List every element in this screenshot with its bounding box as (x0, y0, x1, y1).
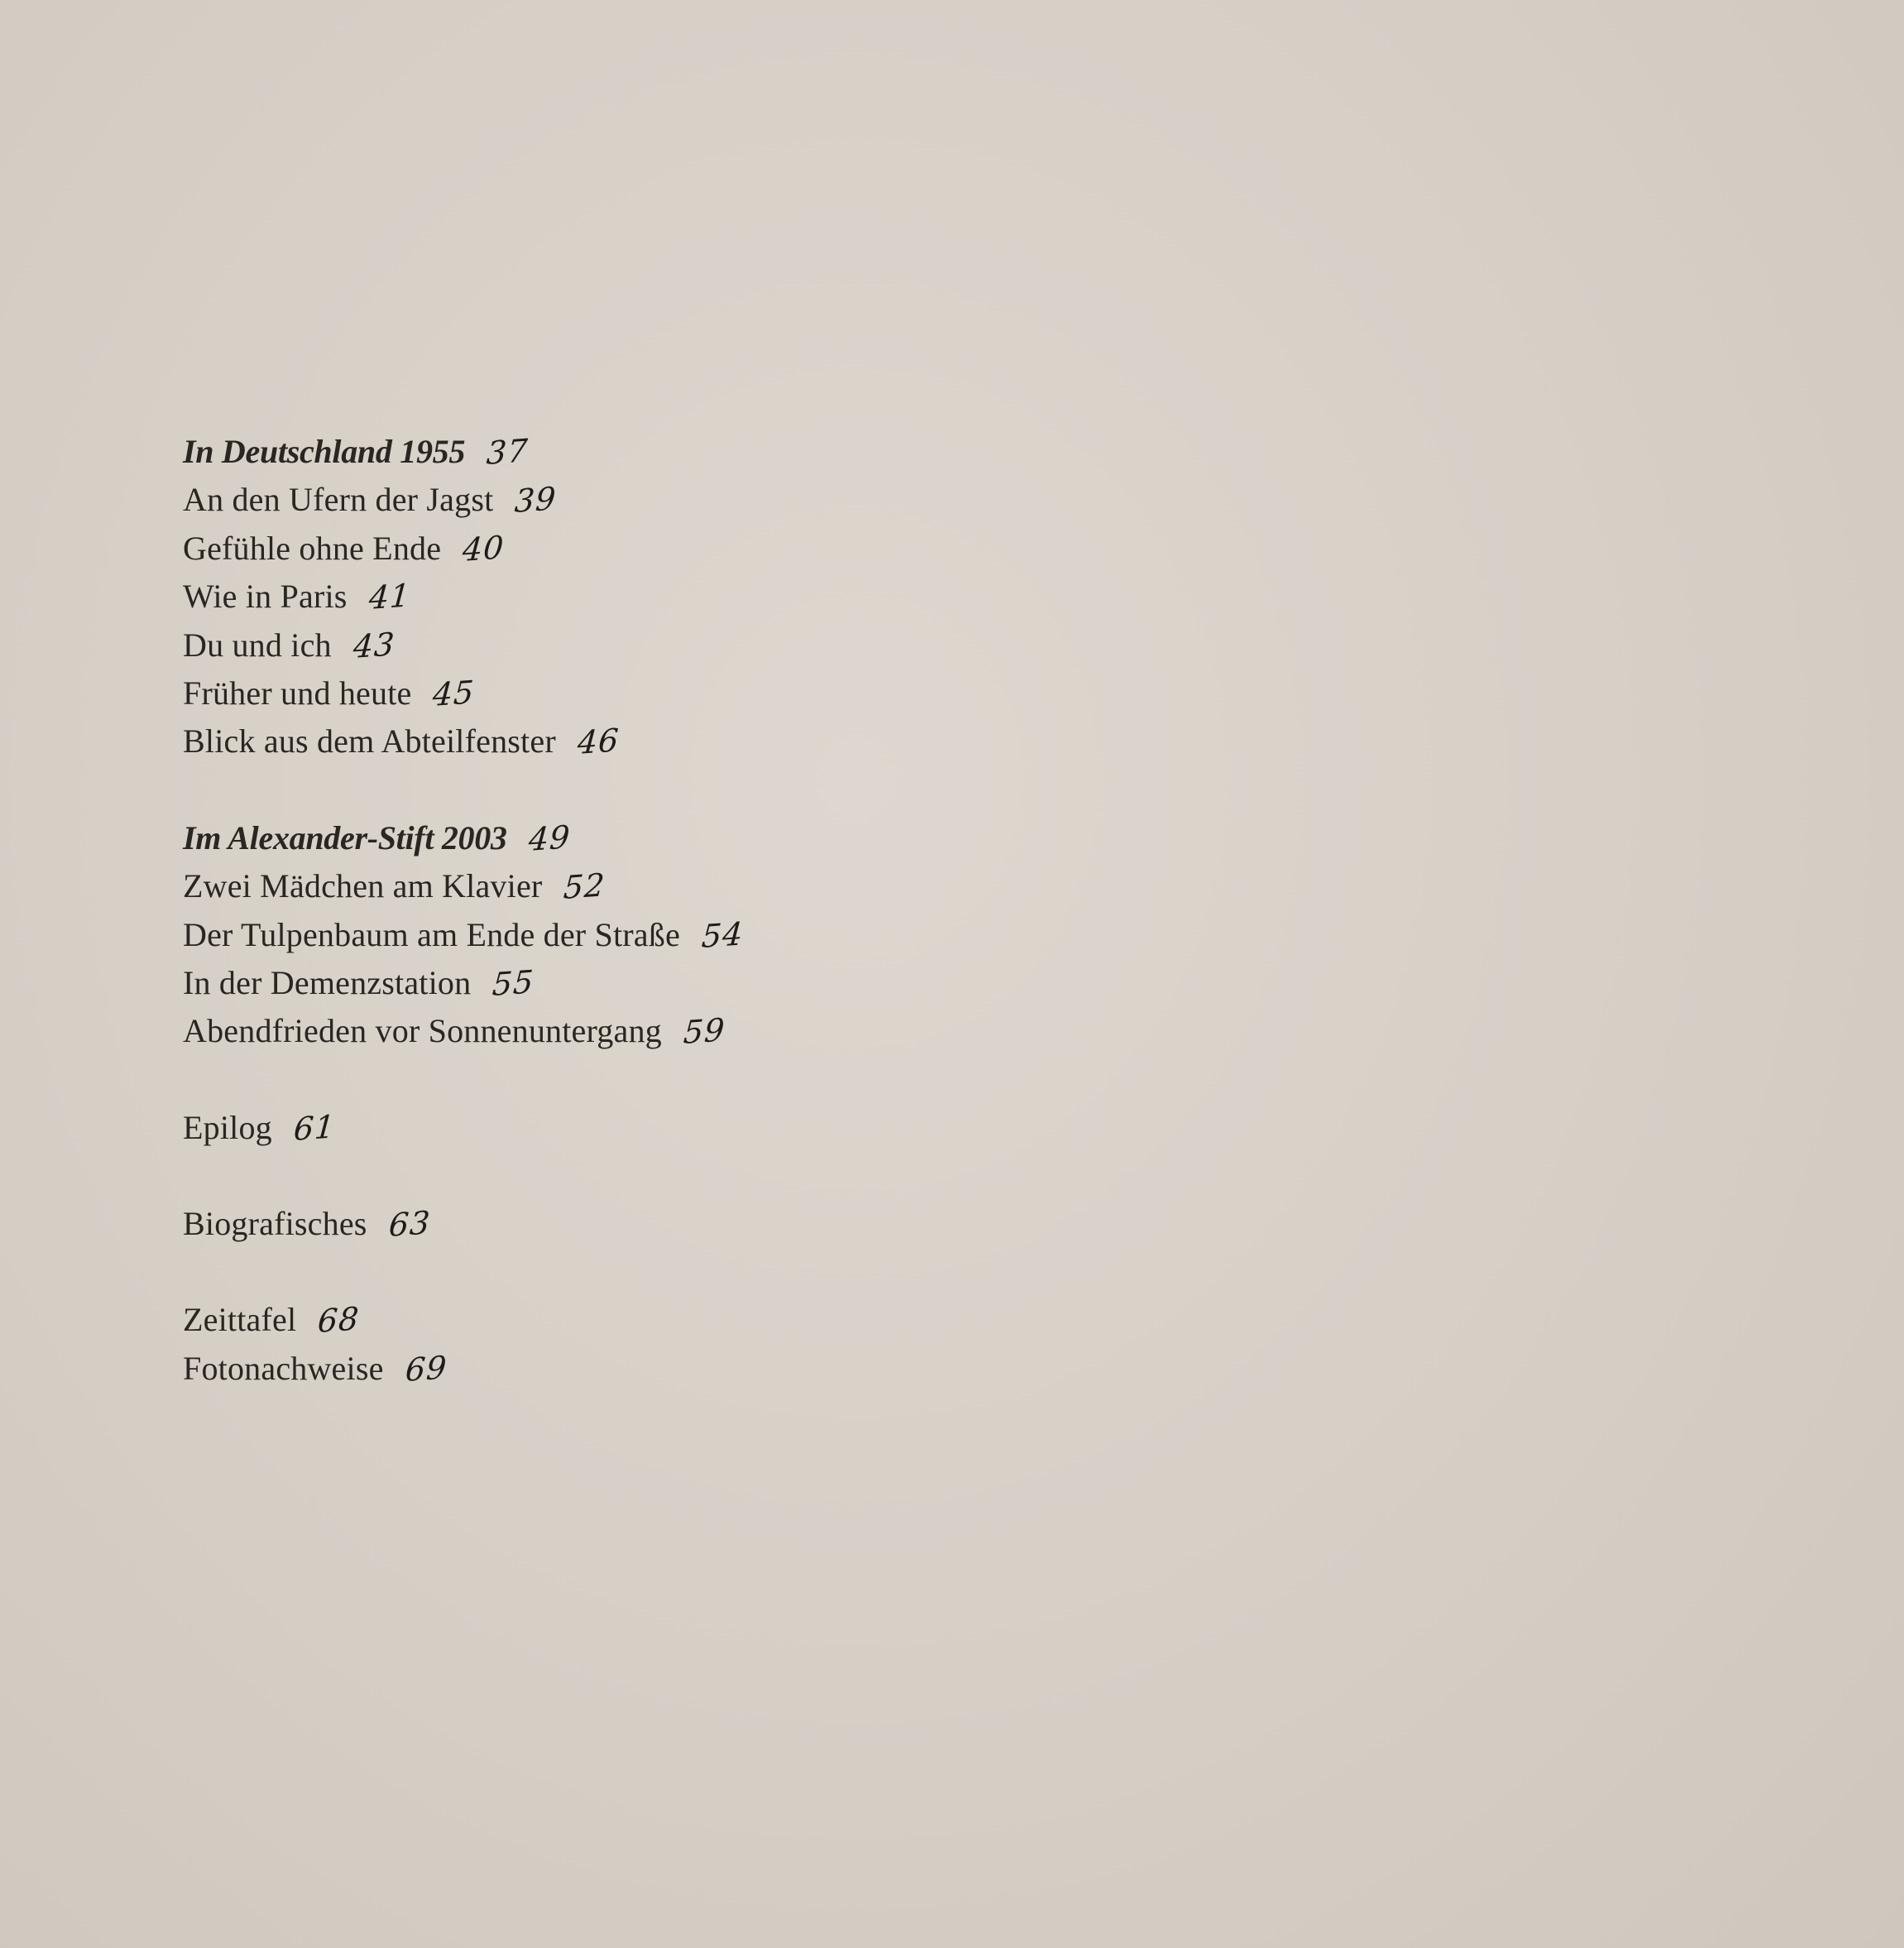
toc-entry (183, 1104, 1176, 1152)
toc-entry-title: Gefühle ohne Ende (183, 529, 442, 567)
toc-entry (183, 717, 1176, 765)
toc-entry-title: Zwei Mädchen am Klavier (183, 867, 543, 905)
toc-entry (183, 959, 1176, 1007)
handwritten-page-number: 63 (387, 1204, 432, 1244)
handwritten-page-number: 52 (562, 866, 607, 907)
toc-entry (183, 862, 1176, 910)
handwritten-page-number: 55 (491, 962, 536, 1003)
handwritten-page-number: 46 (576, 722, 621, 762)
toc-entry (183, 1007, 1176, 1055)
table-of-contents (183, 428, 1176, 1393)
toc-entry (183, 1345, 1176, 1393)
handwritten-page-number: 37 (485, 432, 530, 472)
toc-entry (183, 525, 1176, 573)
handwritten-page-number: 40 (461, 528, 506, 569)
toc-entry-title: Du und ich (183, 626, 332, 664)
toc-entry-title: In der Demenzstation (183, 963, 472, 1001)
toc-entry-title: Zeittafel (183, 1301, 297, 1339)
section-spacer (183, 1056, 1176, 1104)
section-spacer (183, 766, 1176, 814)
handwritten-page-number: 43 (352, 625, 396, 665)
toc-entry (183, 911, 1176, 959)
handwritten-page-number: 41 (367, 577, 412, 617)
handwritten-page-number: 59 (682, 1011, 727, 1052)
toc-entry-title: Fotonachweise (183, 1349, 384, 1387)
handwritten-page-number: 69 (404, 1348, 448, 1389)
toc-entry (183, 669, 1176, 717)
toc-entry (183, 573, 1176, 621)
toc-entry (183, 621, 1176, 669)
toc-entry (183, 814, 1176, 862)
toc-entry-title: Der Tulpenbaum am Ende der Straße (183, 915, 680, 953)
toc-entry-title: Abendfrieden vor Sonnenuntergang (183, 1012, 662, 1050)
toc-section-heading: In Deutschland 1955 (183, 433, 466, 470)
toc-entry (183, 428, 1176, 476)
toc-entry (183, 1200, 1176, 1248)
section-spacer (183, 1248, 1176, 1296)
toc-entry-title: Epilog (183, 1108, 272, 1146)
handwritten-page-number: 49 (527, 818, 572, 858)
handwritten-page-number: 54 (700, 914, 745, 955)
handwritten-page-number: 45 (431, 674, 477, 713)
handwritten-page-number: 39 (513, 480, 559, 521)
toc-entry-title: Wie in Paris (183, 578, 348, 616)
section-spacer (183, 1152, 1176, 1200)
handwritten-page-number: 68 (316, 1300, 362, 1341)
toc-entry-title: Biografisches (183, 1205, 367, 1243)
toc-entry (183, 1296, 1176, 1344)
toc-entry-title: An den Ufern der Jagst (183, 481, 494, 519)
toc-section-heading: Im Alexander-Stift 2003 (183, 818, 507, 856)
toc-entry (183, 476, 1176, 524)
handwritten-page-number: 61 (292, 1107, 337, 1148)
toc-entry-title: Früher und heute (183, 674, 412, 712)
toc-entry-title: Blick aus dem Abteilfenster (183, 722, 556, 760)
